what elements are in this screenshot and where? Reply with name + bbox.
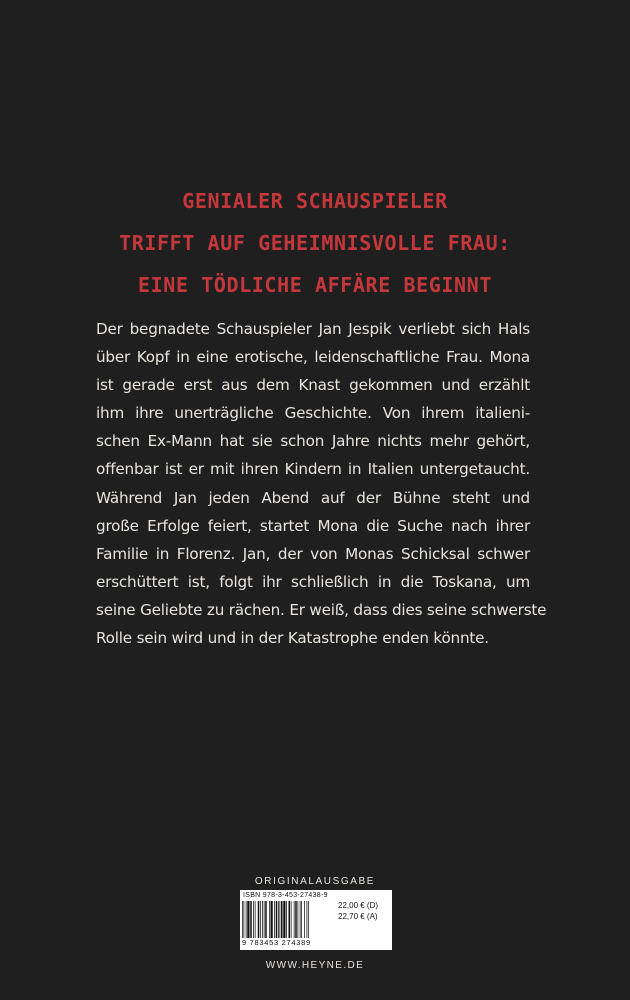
blurb-line: ihm ihre unerträgliche Geschichte. Von ihrem italieni- — [96, 404, 530, 423]
price-austria: 22,70 € (A) — [338, 912, 378, 921]
edition-label: ORIGINALAUSGABE — [254, 876, 376, 887]
blurb-line: schen Ex-Mann hat sie schon Jahre nichts mehr gehört, — [96, 432, 530, 451]
blurb-line: Während Jan jeden Abend auf der Bühne steht und — [96, 488, 530, 507]
tagline-line: EINE TÖDLICHE AFFÄRE BEGINNT — [138, 273, 492, 297]
blurb-line: Rolle sein wird und in der Katastrophe enden könnte. — [96, 629, 489, 648]
publisher-website: WWW.HEYNE.DE — [265, 960, 365, 971]
barcode-box — [240, 890, 392, 950]
blurb-line: seine Geliebte zu rächen. Er weiß, dass dies seine schwerste — [96, 600, 547, 619]
blurb-line: ist gerade erst aus dem Knast gekommen und erzählt — [96, 376, 530, 395]
blurb-line: über Kopf in eine erotische, leidenschaftliche Frau. Mona — [96, 348, 530, 367]
blurb-text — [96, 315, 547, 652]
blurb-line: Der begnadete Schauspieler Jan Jespik verliebt sich Hals — [96, 320, 530, 338]
blurb-line: Familie in Florenz. Jan, der von Monas Schicksal schwer — [96, 544, 530, 563]
tagline-line: TRIFFT AUF GEHEIMNISVOLLE FRAU: — [119, 231, 511, 255]
tagline — [0, 180, 630, 306]
blurb-line: offenbar ist er mit ihren Kindern in Italien untergetaucht. — [96, 460, 530, 479]
barcode-digits: 9 783453 274389 — [242, 938, 311, 947]
barcode-icon — [242, 901, 334, 938]
tagline-line: GENIALER SCHAUSPIELER — [182, 189, 448, 213]
blurb-line: große Erfolge feiert, startet Mona die Suche nach ihrer — [96, 516, 530, 535]
blurb-line: erschüttert ist, folgt ihr schließlich in die Toskana, um — [96, 572, 530, 591]
price-germany: 22,00 € (D) — [338, 901, 379, 910]
isbn-label: ISBN 978-3-453-27438-9 — [243, 892, 328, 899]
price-panel — [338, 900, 390, 922]
